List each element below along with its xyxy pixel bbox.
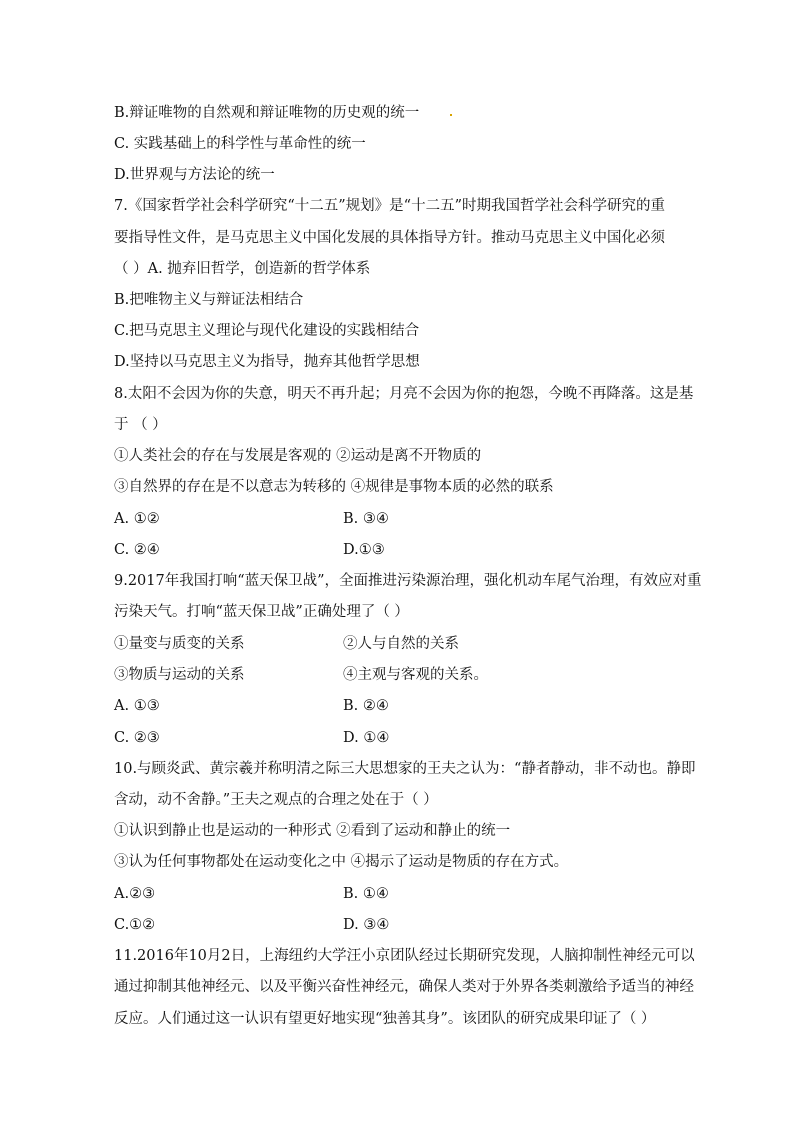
option-d-q6: D.世界观与方法论的统一: [114, 167, 275, 183]
question-9-statement-4: ④主观与客观的关系。: [343, 667, 488, 683]
question-9-statement-2: ②人与自然的关系: [343, 636, 459, 652]
question-7-line-1: 7.《国家哲学社会科学研究“十二五”规划》是“十二五”时期我国哲学社会科学研究的重: [114, 198, 665, 214]
question-8-statements-2: ③自然界的存在是不以意志为转移的 ④规律是事物本质的必然的联系: [114, 479, 554, 495]
orange-dot-mark: [450, 114, 452, 116]
question-10-line-2: 含动，动不舍静。”王夫之观点的合理之处在于（ ）: [114, 792, 438, 808]
question-10-statements-2: ③认为任何事物都处在运动变化之中 ④揭示了运动是物质的存在方式。: [114, 854, 569, 870]
option-a-q8: A. ①②: [114, 511, 160, 527]
option-c-q7: C.把马克思主义理论与现代化建设的实践相结合: [114, 323, 420, 339]
option-b-q8: B. ③④: [343, 511, 389, 527]
option-c-q10: C.①②: [114, 917, 156, 933]
option-c-q8: C. ②④: [114, 542, 160, 558]
option-b-q9: B. ②④: [343, 698, 389, 714]
option-d-q9: D. ①④: [343, 730, 390, 746]
option-c-q6: C. 实践基础上的科学性与革命性的统一: [114, 136, 366, 152]
question-10-statements-1: ①认识到静止也是运动的一种形式 ②看到了运动和静止的统一: [114, 823, 511, 839]
question-11-line-1: 11.2016年10月2日，上海纽约大学汪小京团队经过长期研究发现，人脑抑制性神经元可以: [114, 948, 695, 964]
question-9-line-1: 9.2017年我国打响“蓝天保卫战”，全面推进污染源治理，强化机动车尾气治理，有效应对重: [114, 573, 702, 589]
option-d-q10: D. ③④: [343, 917, 390, 933]
question-9-line-2: 污染天气。打响“蓝天保卫战”正确处理了（ ）: [114, 604, 409, 620]
option-d-q8: D.①③: [343, 542, 385, 558]
question-8-line-2: 于 （ ）: [114, 417, 167, 433]
option-b-q10: B. ①④: [343, 886, 389, 902]
question-8-line-1: 8.太阳不会因为你的失意，明天不再升起；月亮不会因为你的抱怨，今晚不再降落。这是基: [114, 386, 694, 402]
option-a-q9: A. ①③: [114, 698, 160, 714]
question-10-line-1: 10.与顾炎武、黄宗羲并称明清之际三大思想家的王夫之认为：“静者静动，非不动也。静即: [114, 761, 696, 777]
question-7-line-3: （ ）A. 抛弃旧哲学，创造新的哲学体系: [114, 261, 371, 277]
question-9-statement-3: ③物质与运动的关系: [114, 667, 245, 683]
option-a-q10: A.②③: [114, 886, 156, 902]
option-d-q7: D.坚持以马克思主义为指导，抛弃其他哲学思想: [114, 354, 420, 370]
question-7-line-2: 要指导性文件，是马克思主义中国化发展的具体指导方针。推动马克思主义中国化必须: [114, 230, 665, 246]
question-11-line-3: 反应。人们通过这一认识有望更好地实现“独善其身”。该团队的研究成果印证了（ ）: [114, 1011, 656, 1027]
question-9-statement-1: ①量变与质变的关系: [114, 636, 245, 652]
option-c-q9: C. ②③: [114, 730, 160, 746]
option-b-q7: B.把唯物主义与辩证法相结合: [114, 292, 304, 308]
question-11-line-2: 通过抑制其他神经元、以及平衡兴奋性神经元，确保人类对于外界各类刺激给予适当的神经: [114, 979, 694, 995]
option-b-q6: B.辩证唯物的自然观和辩证唯物的历史观的统一: [114, 105, 420, 121]
question-8-statements-1: ①人类社会的存在与发展是客观的 ②运动是离不开物质的: [114, 448, 482, 464]
